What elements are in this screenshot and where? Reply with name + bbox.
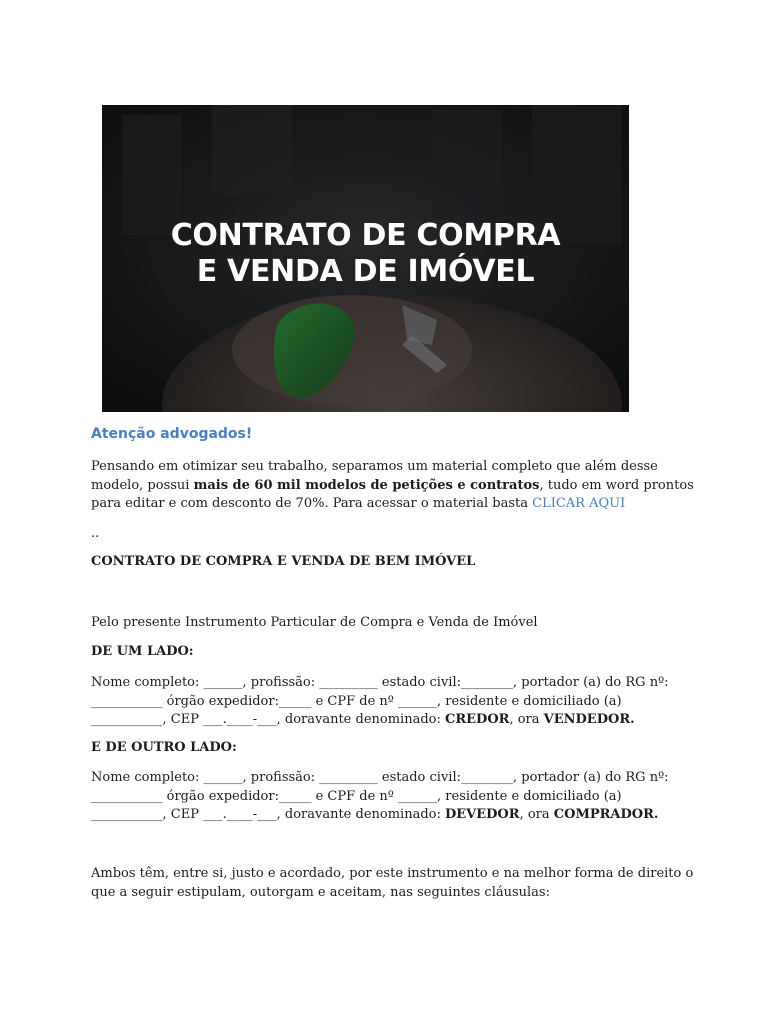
intro-line-3 <box>91 495 691 514</box>
banner-title-line-2: E VENDA DE IMÓVEL <box>196 254 535 289</box>
intro-text: para editar e com desconto de 70%. Para acessar o material basta <box>91 496 533 511</box>
comprador-label: COMPRADOR. <box>553 807 659 822</box>
party1-line-1: Nome completo: ______, profissão: _________ estado civil:________, portador (a) do RG nº: <box>91 675 669 690</box>
agreement-line-2: que a seguir estipulam, outorgam e aceitam, nas seguintes cláusulas: <box>91 884 550 900</box>
party1-paragraph <box>91 674 691 730</box>
intro-highlight: mais de 60 mil modelos de petições e contratos <box>193 477 540 493</box>
intro-text: , tudo em word prontos <box>539 477 694 493</box>
agreement-line-1: Ambos têm, entre si, justo e acordado, por este instrumento e na melhor forma de direito o <box>91 866 694 881</box>
party1-text: , ora <box>509 712 544 727</box>
banner-image <box>102 105 629 412</box>
party1-heading: DE UM LADO: <box>91 644 194 659</box>
party2-text: , ora <box>519 807 554 822</box>
vendedor-label: VENDEDOR. <box>543 712 635 727</box>
party2-line-3 <box>91 806 691 825</box>
intro-line-2 <box>91 477 694 496</box>
devedor-label: DEVEDOR <box>444 807 520 822</box>
intro-line-1: Pensando em otimizar seu trabalho, separamos um material completo que além desse <box>91 459 658 474</box>
party2-text: ___________, CEP ___.____-___, doravante denominado: <box>91 807 445 822</box>
party1-line-3 <box>91 711 691 730</box>
dots-separator: .. <box>91 526 100 541</box>
party2-paragraph <box>91 769 691 825</box>
banner-title <box>102 218 629 290</box>
banner-title-line-1: CONTRATO DE COMPRA <box>170 218 561 253</box>
contract-title: CONTRATO DE COMPRA E VENDA DE BEM IMÓVEL <box>91 554 476 569</box>
party1-text: ___________, CEP ___.____-___, doravante denominado: <box>91 712 445 727</box>
agreement-paragraph <box>91 865 694 902</box>
intro-paragraph <box>91 458 694 514</box>
preamble: Pelo presente Instrumento Particular de Compra e Venda de Imóvel <box>91 615 538 630</box>
party2-line-2: ___________ órgão expedidor:_____ e CPF de nº ______, residente e domiciliado (a) <box>91 788 622 804</box>
credor-label: CREDOR <box>444 712 510 727</box>
clicar-aqui-link[interactable]: CLICAR AQUI <box>532 496 626 511</box>
attention-heading: Atenção advogados! <box>91 426 253 442</box>
party2-line-1: Nome completo: ______, profissão: _________ estado civil:________, portador (a) do RG nº: <box>91 770 669 785</box>
party1-line-2: ___________ órgão expedidor:_____ e CPF de nº ______, residente e domiciliado (a) <box>91 693 622 709</box>
party2-heading: E DE OUTRO LADO: <box>91 740 237 755</box>
intro-text: modelo, possui <box>91 477 194 493</box>
